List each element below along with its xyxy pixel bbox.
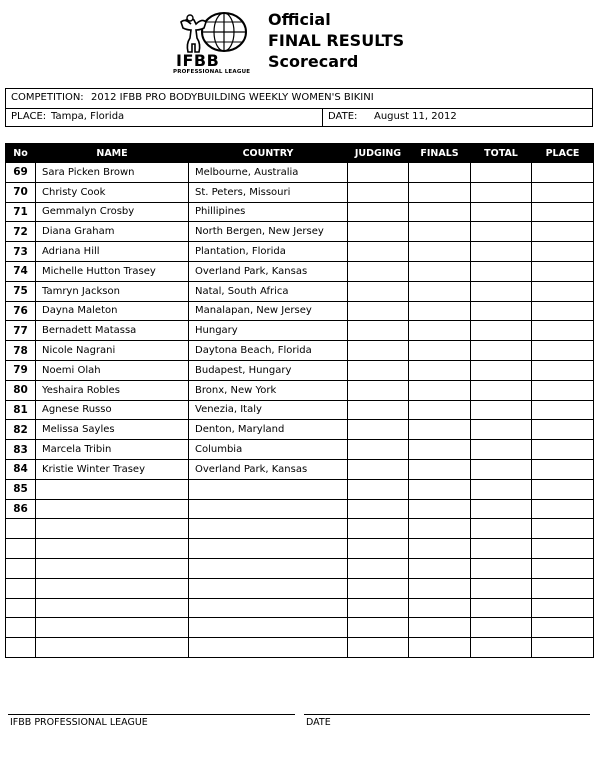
cell-place — [532, 281, 594, 301]
cell-finals — [409, 400, 471, 420]
cell-no — [6, 598, 36, 618]
scorecard-title — [268, 9, 404, 72]
cell-name — [36, 598, 189, 618]
cell-country — [189, 499, 348, 519]
table-row — [6, 163, 594, 183]
cell-name: Sara Picken Brown — [36, 163, 189, 183]
cell-total — [471, 222, 532, 242]
cell-name: Michelle Hutton Trasey — [36, 261, 189, 281]
cell-place — [532, 301, 594, 321]
cell-country: Manalapan, New Jersey — [189, 301, 348, 321]
cell-no: 84 — [6, 459, 36, 479]
cell-no: 75 — [6, 281, 36, 301]
cell-judging — [348, 321, 409, 341]
cell-place — [532, 420, 594, 440]
cell-finals — [409, 558, 471, 578]
cell-judging — [348, 281, 409, 301]
cell-name: Bernadett Matassa — [36, 321, 189, 341]
date-value: August 11, 2012 — [374, 111, 457, 122]
cell-place — [532, 539, 594, 559]
cell-name: Kristie Winter Trasey — [36, 459, 189, 479]
cell-judging — [348, 301, 409, 321]
cell-no — [6, 539, 36, 559]
cell-finals — [409, 578, 471, 598]
date-signature-label: DATE — [306, 717, 331, 728]
competition-label: COMPETITION: — [11, 92, 84, 103]
cell-place — [532, 380, 594, 400]
cell-place — [532, 479, 594, 499]
cell-country: Plantation, Florida — [189, 242, 348, 262]
cell-country: Budapest, Hungary — [189, 360, 348, 380]
cell-finals — [409, 539, 471, 559]
col-header-no: No — [6, 144, 36, 163]
cell-total — [471, 261, 532, 281]
cell-place — [532, 261, 594, 281]
col-header-place: PLACE — [532, 144, 594, 163]
cell-country: St. Peters, Missouri — [189, 182, 348, 202]
table-row — [6, 301, 594, 321]
cell-no — [6, 618, 36, 638]
cell-country: Overland Park, Kansas — [189, 261, 348, 281]
cell-finals — [409, 499, 471, 519]
cell-name: Gemmalyn Crosby — [36, 202, 189, 222]
cell-place — [532, 459, 594, 479]
cell-total — [471, 420, 532, 440]
cell-name: Adriana Hill — [36, 242, 189, 262]
table-row — [6, 499, 594, 519]
cell-finals — [409, 519, 471, 539]
cell-judging — [348, 242, 409, 262]
col-header-name: NAME — [36, 144, 189, 163]
table-row — [6, 519, 594, 539]
cell-judging — [348, 341, 409, 361]
cell-name — [36, 499, 189, 519]
cell-judging — [348, 400, 409, 420]
cell-total — [471, 321, 532, 341]
cell-place — [532, 182, 594, 202]
date-label: DATE: — [328, 111, 358, 122]
cell-finals — [409, 301, 471, 321]
cell-finals — [409, 321, 471, 341]
cell-judging — [348, 598, 409, 618]
cell-country: Daytona Beach, Florida — [189, 341, 348, 361]
cell-no: 71 — [6, 202, 36, 222]
cell-name: Yeshaira Robles — [36, 380, 189, 400]
cell-no: 74 — [6, 261, 36, 281]
cell-name: Noemi Olah — [36, 360, 189, 380]
cell-judging — [348, 499, 409, 519]
cell-place — [532, 638, 594, 658]
cell-total — [471, 578, 532, 598]
cell-finals — [409, 341, 471, 361]
col-header-judging: JUDGING — [348, 144, 409, 163]
cell-no: 78 — [6, 341, 36, 361]
cell-no: 69 — [6, 163, 36, 183]
cell-judging — [348, 163, 409, 183]
cell-no: 82 — [6, 420, 36, 440]
cell-total — [471, 182, 532, 202]
cell-no — [6, 519, 36, 539]
cell-total — [471, 539, 532, 559]
cell-name — [36, 539, 189, 559]
cell-total — [471, 638, 532, 658]
cell-name: Marcela Tribin — [36, 440, 189, 460]
cell-name — [36, 479, 189, 499]
cell-judging — [348, 638, 409, 658]
table-header-row — [6, 144, 594, 163]
cell-finals — [409, 440, 471, 460]
cell-name: Agnese Russo — [36, 400, 189, 420]
cell-judging — [348, 539, 409, 559]
col-header-finals: FINALS — [409, 144, 471, 163]
table-body — [6, 163, 594, 658]
table-row — [6, 440, 594, 460]
competition-info-box — [5, 88, 593, 127]
cell-total — [471, 163, 532, 183]
cell-name: Melissa Sayles — [36, 420, 189, 440]
cell-finals — [409, 420, 471, 440]
cell-no: 73 — [6, 242, 36, 262]
cell-name: Christy Cook — [36, 182, 189, 202]
cell-place — [532, 163, 594, 183]
cell-judging — [348, 202, 409, 222]
table-row — [6, 400, 594, 420]
cell-no: 79 — [6, 360, 36, 380]
table-row — [6, 281, 594, 301]
cell-judging — [348, 558, 409, 578]
cell-no: 81 — [6, 400, 36, 420]
cell-no: 70 — [6, 182, 36, 202]
table-row — [6, 459, 594, 479]
cell-country: North Bergen, New Jersey — [189, 222, 348, 242]
cell-judging — [348, 222, 409, 242]
cell-place — [532, 360, 594, 380]
competition-row — [6, 89, 592, 109]
cell-finals — [409, 242, 471, 262]
cell-place — [532, 519, 594, 539]
cell-place — [532, 578, 594, 598]
cell-place — [532, 440, 594, 460]
cell-name — [36, 558, 189, 578]
cell-total — [471, 202, 532, 222]
table-row — [6, 341, 594, 361]
cell-place — [532, 558, 594, 578]
cell-total — [471, 459, 532, 479]
table-row — [6, 202, 594, 222]
table-row — [6, 420, 594, 440]
logo-subtext: PROFESSIONAL LEAGUE — [173, 69, 251, 75]
cell-place — [532, 598, 594, 618]
table-row — [6, 222, 594, 242]
cell-finals — [409, 598, 471, 618]
cell-country — [189, 618, 348, 638]
cell-country: Venezia, Italy — [189, 400, 348, 420]
cell-name — [36, 519, 189, 539]
title-line-1: Official — [268, 10, 331, 29]
place-label: PLACE: — [11, 111, 47, 122]
cell-judging — [348, 519, 409, 539]
cell-finals — [409, 479, 471, 499]
table-row — [6, 261, 594, 281]
table-row — [6, 558, 594, 578]
cell-total — [471, 301, 532, 321]
table-row — [6, 321, 594, 341]
cell-place — [532, 341, 594, 361]
cell-country: Phillipines — [189, 202, 348, 222]
competition-value: 2012 IFBB PRO BODYBUILDING WEEKLY WOMEN'S BIKINI — [91, 92, 374, 103]
cell-country — [189, 578, 348, 598]
info-divider — [322, 108, 323, 126]
cell-country: Hungary — [189, 321, 348, 341]
cell-place — [532, 618, 594, 638]
table-row — [6, 638, 594, 658]
cell-no: 83 — [6, 440, 36, 460]
cell-judging — [348, 380, 409, 400]
cell-name: Diana Graham — [36, 222, 189, 242]
cell-no: 72 — [6, 222, 36, 242]
cell-finals — [409, 202, 471, 222]
cell-judging — [348, 261, 409, 281]
cell-finals — [409, 360, 471, 380]
cell-name: Tamryn Jackson — [36, 281, 189, 301]
league-signature-label: IFBB PROFESSIONAL LEAGUE — [10, 717, 148, 728]
cell-total — [471, 618, 532, 638]
table-row — [6, 479, 594, 499]
cell-judging — [348, 459, 409, 479]
title-line-3: Scorecard — [268, 52, 359, 71]
cell-total — [471, 400, 532, 420]
cell-country: Bronx, New York — [189, 380, 348, 400]
place-value: Tampa, Florida — [51, 111, 125, 122]
logo-text: IFBB — [176, 51, 220, 70]
cell-country: Overland Park, Kansas — [189, 459, 348, 479]
cell-judging — [348, 360, 409, 380]
cell-name — [36, 638, 189, 658]
cell-judging — [348, 578, 409, 598]
cell-no — [6, 578, 36, 598]
cell-name — [36, 618, 189, 638]
cell-total — [471, 440, 532, 460]
cell-country: Natal, South Africa — [189, 281, 348, 301]
cell-total — [471, 380, 532, 400]
cell-judging — [348, 479, 409, 499]
cell-total — [471, 360, 532, 380]
cell-finals — [409, 281, 471, 301]
cell-finals — [409, 618, 471, 638]
cell-name: Nicole Nagrani — [36, 341, 189, 361]
cell-no: 77 — [6, 321, 36, 341]
cell-total — [471, 341, 532, 361]
cell-finals — [409, 163, 471, 183]
cell-finals — [409, 182, 471, 202]
cell-name — [36, 578, 189, 598]
cell-total — [471, 558, 532, 578]
cell-finals — [409, 638, 471, 658]
cell-judging — [348, 618, 409, 638]
cell-total — [471, 242, 532, 262]
table-row — [6, 380, 594, 400]
table-row — [6, 242, 594, 262]
col-header-total: TOTAL — [471, 144, 532, 163]
cell-place — [532, 222, 594, 242]
cell-country — [189, 479, 348, 499]
cell-total — [471, 499, 532, 519]
cell-place — [532, 242, 594, 262]
cell-place — [532, 202, 594, 222]
cell-no: 86 — [6, 499, 36, 519]
cell-finals — [409, 380, 471, 400]
cell-country: Melbourne, Australia — [189, 163, 348, 183]
cell-judging — [348, 182, 409, 202]
league-signature-line — [8, 714, 295, 715]
place-date-row — [6, 108, 592, 126]
cell-no: 76 — [6, 301, 36, 321]
cell-no — [6, 638, 36, 658]
cell-judging — [348, 420, 409, 440]
cell-total — [471, 479, 532, 499]
cell-total — [471, 598, 532, 618]
cell-place — [532, 400, 594, 420]
cell-total — [471, 281, 532, 301]
cell-country — [189, 638, 348, 658]
table-row — [6, 182, 594, 202]
cell-place — [532, 499, 594, 519]
cell-country — [189, 519, 348, 539]
cell-judging — [348, 440, 409, 460]
cell-country: Denton, Maryland — [189, 420, 348, 440]
cell-no: 85 — [6, 479, 36, 499]
title-line-2: FINAL RESULTS — [268, 31, 405, 50]
cell-finals — [409, 261, 471, 281]
table-row — [6, 539, 594, 559]
cell-country — [189, 558, 348, 578]
table-row — [6, 360, 594, 380]
cell-country — [189, 598, 348, 618]
cell-finals — [409, 459, 471, 479]
cell-no — [6, 558, 36, 578]
cell-place — [532, 321, 594, 341]
cell-no: 80 — [6, 380, 36, 400]
table-row — [6, 598, 594, 618]
cell-total — [471, 519, 532, 539]
table-row — [6, 618, 594, 638]
cell-finals — [409, 222, 471, 242]
col-header-country: COUNTRY — [189, 144, 348, 163]
ifbb-logo — [172, 10, 262, 74]
date-signature-line — [304, 714, 590, 715]
table-row — [6, 578, 594, 598]
results-table — [5, 143, 594, 658]
cell-name: Dayna Maleton — [36, 301, 189, 321]
cell-country: Columbia — [189, 440, 348, 460]
cell-country — [189, 539, 348, 559]
